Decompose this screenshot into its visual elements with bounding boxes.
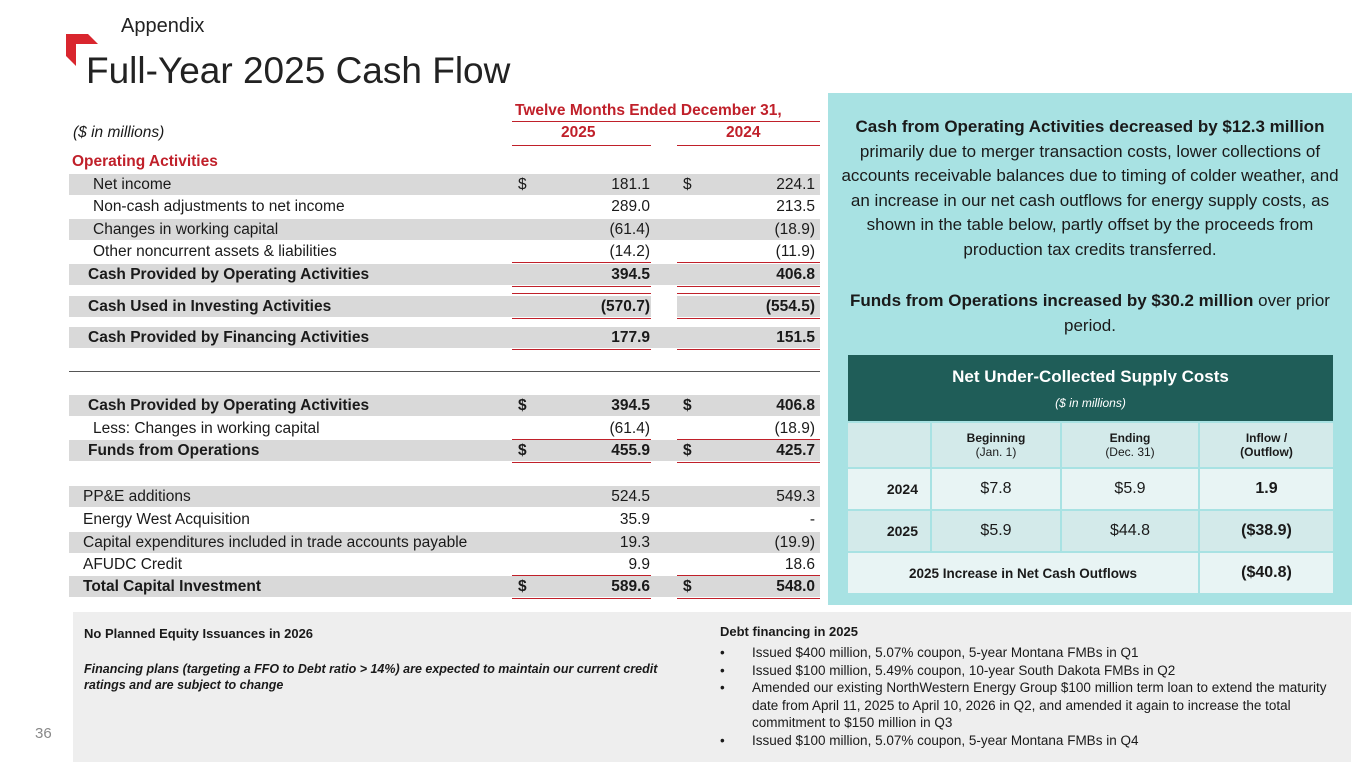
table-row (69, 196, 820, 217)
col-2024-header: 2024 (726, 124, 761, 141)
row-label: Energy West Acquisition (83, 511, 250, 528)
supply-table-title: Net Under-Collected Supply Costs (952, 367, 1229, 386)
period-header: Twelve Months Ended December 31, (515, 102, 782, 119)
table-row (69, 486, 820, 507)
subtotal-line (677, 262, 820, 263)
value-2025: 181.1 (611, 176, 650, 193)
table-row (69, 418, 820, 439)
dollar-sign: $ (518, 442, 527, 459)
value-2024: 151.5 (776, 329, 815, 346)
table-row (69, 264, 820, 285)
total-line (512, 286, 651, 287)
col-2025-underline (512, 145, 651, 146)
table-row (69, 219, 820, 240)
value-2024: (554.5) (765, 298, 815, 315)
equity-heading: No Planned Equity Issuances in 2026 (84, 626, 314, 641)
summary-text: primarily due to merger transaction costs, lower collections of accounts receivable balances due to timing of colder weather, and an increase in our net cash outflows for energy supply costs, as shown in the table below, partly offset by the proceeds from production tax credits transferred. (841, 141, 1339, 259)
period-underline (512, 121, 820, 122)
value-2024: - (809, 511, 815, 528)
col-inflow-header (1200, 423, 1333, 467)
value-2024: (18.9) (774, 420, 815, 437)
row-label: PP&E additions (83, 488, 191, 505)
total-line (512, 462, 651, 463)
col-beginning-label: Beginning (966, 431, 1026, 445)
col-beginning-header (932, 423, 1060, 467)
col-inflow-label: Inflow / (1245, 431, 1288, 445)
row-label: Cash Provided by Operating Activities (88, 266, 370, 283)
list-item (720, 644, 1345, 662)
debt-list (720, 644, 1345, 749)
supply-costs-table (848, 355, 1333, 595)
value-2025: 9.9 (628, 556, 650, 573)
value-2025: 455.9 (611, 442, 650, 459)
page-title: Full-Year 2025 Cash Flow (86, 50, 511, 91)
debt-heading: Debt financing in 2025 (720, 624, 858, 639)
empty-header-cell (848, 423, 930, 467)
col-ending-label: Ending (1109, 431, 1151, 445)
dollar-sign: $ (683, 442, 692, 459)
col-2025-header: 2025 (561, 124, 596, 141)
total-line (677, 286, 820, 287)
table-row (69, 241, 820, 262)
ffo-summary (840, 289, 1340, 338)
value-2025: 19.3 (619, 534, 650, 551)
ending-value: $44.8 (1062, 511, 1198, 551)
value-2024: (11.9) (775, 243, 815, 260)
col-beginning-sub: (Jan. 1) (975, 445, 1017, 459)
ending-value: $5.9 (1062, 469, 1198, 509)
row-label: Cash Provided by Operating Activities (88, 397, 370, 414)
value-2024: 18.6 (784, 556, 815, 573)
value-2024: (19.9) (774, 534, 815, 551)
operating-summary (840, 115, 1340, 262)
value-2025: (14.2) (609, 243, 650, 260)
flow-value: 1.9 (1200, 469, 1333, 509)
bullet: • (720, 732, 725, 748)
value-2024: (18.9) (774, 221, 815, 238)
row-label: Non-cash adjustments to net income (93, 198, 345, 215)
col-2024-underline (677, 145, 820, 146)
value-2025: 394.5 (611, 397, 650, 414)
summary-text: over prior period. (1064, 291, 1330, 335)
section-subtitle: Appendix (121, 15, 205, 37)
total-line (677, 293, 820, 294)
total-line (677, 462, 820, 463)
value-2025: 524.5 (611, 488, 650, 505)
value-2025: (61.4) (609, 420, 650, 437)
beginning-value: $7.8 (932, 469, 1060, 509)
year-cell: 2025 (848, 511, 930, 551)
list-item (720, 732, 1345, 750)
row-label: Funds from Operations (88, 442, 260, 459)
value-2025: 35.9 (619, 511, 650, 528)
col-ending-header (1062, 423, 1198, 467)
bullet: • (720, 645, 725, 660)
total-line (677, 318, 820, 319)
equity-note: Financing plans (targeting a FFO to Debt ratio > 14%) are expected to maintain our current credit ratings and are subject to change (84, 662, 658, 692)
total-line (677, 598, 820, 599)
row-label: Cash Used in Investing Activities (88, 298, 332, 315)
total-value: ($40.8) (1200, 553, 1333, 593)
units-label: ($ in millions) (73, 124, 165, 141)
supply-table-header (848, 355, 1333, 421)
row-label: Net income (93, 176, 172, 193)
row-label: Less: Changes in working capital (93, 420, 320, 437)
value-2025: 394.5 (611, 266, 650, 283)
section-divider (69, 371, 820, 372)
financing-panel (73, 612, 1351, 762)
summary-highlight: Funds from Operations increased by $30.2 million (850, 291, 1254, 310)
beginning-value: $5.9 (932, 511, 1060, 551)
row-label: Total Capital Investment (83, 578, 261, 595)
row-label: AFUDC Credit (83, 556, 183, 573)
column-gap (651, 296, 677, 317)
page-number: 36 (35, 725, 52, 742)
total-line (512, 293, 651, 294)
value-2024: 548.0 (776, 578, 815, 595)
summary-highlight: Cash from Operating Activities decreased by $12.3 million (855, 117, 1325, 136)
dollar-sign: $ (683, 397, 692, 414)
bullet: • (720, 662, 725, 678)
value-2025: 589.6 (611, 578, 650, 595)
value-2024: 549.3 (776, 488, 815, 505)
table-row (69, 174, 820, 195)
total-line (677, 349, 820, 350)
supply-table-units: ($ in millions) (1055, 396, 1126, 410)
dollar-sign: $ (518, 578, 527, 595)
cash-flow-table (69, 100, 820, 605)
col-ending-sub: (Dec. 31) (1105, 445, 1155, 459)
total-label: 2025 Increase in Net Cash Outflows (848, 553, 1198, 593)
value-2025: 289.0 (611, 198, 650, 215)
total-line (512, 349, 651, 350)
value-2024: 224.1 (776, 176, 815, 193)
table-row (69, 509, 820, 530)
table-row (69, 327, 820, 348)
table-row (69, 554, 820, 575)
dollar-sign: $ (518, 176, 527, 193)
debt-item-text: Issued $400 million, 5.07% coupon, 5-year Montana FMBs in Q1 (752, 645, 1139, 660)
dollar-sign: $ (683, 578, 692, 595)
table-row (69, 576, 820, 597)
flow-value: ($38.9) (1200, 511, 1333, 551)
value-2025: (570.7) (600, 298, 650, 315)
table-row (69, 296, 820, 317)
bullet: • (720, 680, 725, 695)
value-2024: 425.7 (776, 442, 815, 459)
value-2024: 406.8 (776, 266, 815, 283)
table-row (69, 395, 820, 416)
row-label: Cash Provided by Financing Activities (88, 329, 370, 346)
total-line (512, 598, 651, 599)
col-inflow-sub: (Outflow) (1240, 445, 1293, 459)
summary-panel (828, 93, 1352, 605)
total-line (512, 318, 651, 319)
table-row (69, 440, 820, 461)
list-item (720, 679, 1345, 732)
year-cell: 2024 (848, 469, 930, 509)
debt-item-text: Issued $100 million, 5.07% coupon, 5-year Montana FMBs in Q4 (752, 732, 1139, 748)
subtotal-line (512, 262, 651, 263)
debt-item-text: Amended our existing NorthWestern Energy Group $100 million term loan to extend the maturity date from April 11, 2025 to April 10, 2026 in Q2, and amended it again to increase the total commitment to $150 million in Q3 (752, 680, 1327, 730)
value-2025: 177.9 (611, 329, 650, 346)
row-label: Changes in working capital (93, 221, 279, 238)
debt-item-text: Issued $100 million, 5.49% coupon, 10-year South Dakota FMBs in Q2 (752, 662, 1176, 678)
table-row (69, 532, 820, 553)
value-2025: (61.4) (609, 221, 650, 238)
row-label: Capital expenditures included in trade accounts payable (83, 534, 468, 551)
row-label: Other noncurrent assets & liabilities (93, 243, 337, 260)
list-item (720, 662, 1345, 680)
value-2024: 213.5 (776, 198, 815, 215)
value-2024: 406.8 (776, 397, 815, 414)
dollar-sign: $ (683, 176, 692, 193)
section-operating: Operating Activities (72, 153, 218, 170)
dollar-sign: $ (518, 397, 527, 414)
